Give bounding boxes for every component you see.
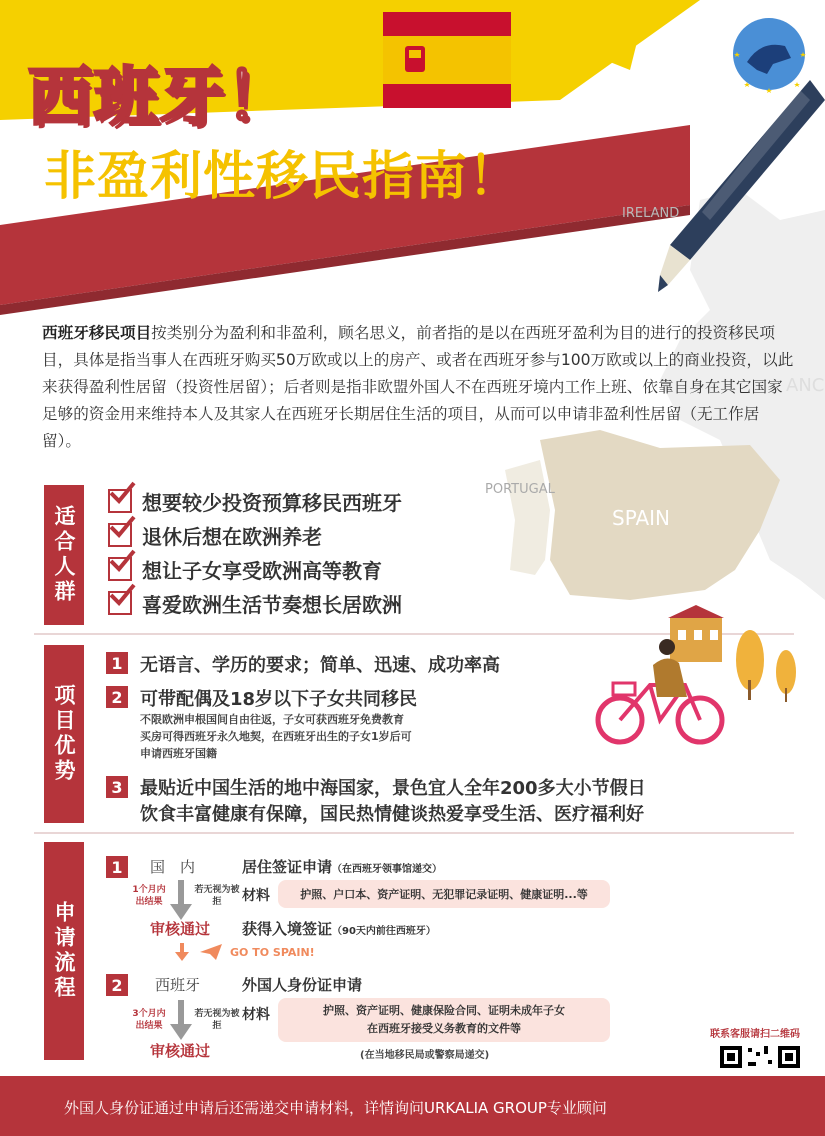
step-place: 国 内 (150, 858, 196, 876)
advantage-title: 可带配偶及18岁以下子女共同移民 (140, 689, 418, 710)
advantage-title-line2: 饮食丰富健康有保障，国民热情健谈热爱享受生活、医疗福利好 (140, 804, 644, 825)
time-note: 3个月内出结果 (132, 1009, 166, 1031)
approved-text: 审核通过 (150, 920, 211, 938)
advantage-number: 1 (106, 652, 128, 674)
footer-bar (0, 1076, 825, 1136)
step-title: 外国人身份证申请 (242, 976, 363, 994)
check-icon (108, 557, 132, 581)
arrow-down-icon (170, 880, 192, 920)
step-title: 居住签证申请（在西班牙领事馆递交） (242, 858, 443, 876)
title-main: 西班牙！ (28, 61, 292, 135)
suitable-item: 退休后想在欧洲养老 (108, 518, 528, 552)
suitable-label: 适合人群 (44, 485, 84, 625)
map-label-ireland: IRELAND (622, 206, 680, 221)
map-label-france: ANC (786, 375, 825, 396)
step-place: 西班牙 (155, 976, 201, 994)
cyclist-illustration (595, 635, 730, 750)
footer-text: 外国人身份证通过申请后还需递交申请材料，详情询问URKALIA GROUP专业顾问 (64, 1099, 607, 1117)
map-label-portugal: PORTUGAL (485, 482, 555, 497)
advantage-notes: 不限欧洲申根国间自由往返，子女可获西班牙免费教育 买房可得西班牙永久地契，在西班牙出生的子女1岁后可 申请西班牙国籍 (140, 713, 412, 760)
step-number: 1 (106, 856, 128, 878)
arrow-down-orange-icon (175, 943, 189, 961)
paper-plane-icon (200, 944, 222, 960)
check-icon (108, 489, 132, 513)
check-icon (108, 591, 132, 615)
intro-paragraph (42, 320, 794, 455)
suitable-item: 喜爱欧洲生活节奏想长居欧洲 (108, 586, 528, 620)
suitable-list (108, 484, 528, 620)
qr-caption: 联系客服请扫二维码 (710, 1029, 800, 1040)
intro-lead: 西班牙移民项目 (42, 324, 152, 342)
materials-label: 材料 (242, 1007, 270, 1023)
materials-box: 护照、资产证明、健康保险合同、证明未成年子女 在西班牙接受义务教育的文件等 (278, 998, 610, 1042)
process-label: 申请流程 (44, 842, 84, 1060)
materials-label: 材料 (242, 888, 270, 904)
step-number: 2 (106, 974, 128, 996)
title-sub: 非盈利性移民指南！ (44, 147, 522, 207)
reject-note: 若无视为被拒 (194, 1009, 240, 1031)
advantages-label: 项目优势 (44, 645, 84, 823)
result-text: 获得入境签证（90天内前往西班牙） (242, 920, 436, 938)
advantage-title: 最贴近中国生活的地中海国家，景色宜人全年200多大小节假日 (140, 778, 646, 799)
advantage-number: 2 (106, 686, 128, 708)
arrow-down-icon (170, 1000, 192, 1040)
time-note: 1个月内出结果 (132, 885, 166, 907)
check-icon (108, 523, 132, 547)
map-label-spain: SPAIN (612, 506, 671, 530)
submit-note: (在当地移民局或警察局递交) (360, 1050, 490, 1061)
advantage-number: 3 (106, 776, 128, 798)
suitable-item: 想让子女享受欧洲高等教育 (108, 552, 528, 586)
go-to-spain-text: GO TO SPAIN! (230, 946, 315, 959)
pen-illustration (650, 80, 825, 295)
reject-note: 若无视为被拒 (194, 885, 240, 907)
materials-box: 护照、户口本、资产证明、无犯罪记录证明、健康证明...等 (278, 880, 610, 908)
intro-text: 按类别分为盈利和非盈利，顾名思义，前者指的是以在西班牙盈利为目的进行的投资移民项目，具体是指当事人在西班牙购买50万欧或以上的房产、或者在西班牙参与100万欧或以上的商业投资，以此来获得盈利性居留（投资性居留）；后者则是指非欧盟外国人不在西班牙境内工作上班、依靠自身在其它国家足够的资金用来维持本人及其家人在西班牙长期居住生活的项目，从而可以申请非盈利性居留（无工作居留）。 (42, 324, 794, 450)
suitable-item: 想要较少投资预算移民西班牙 (108, 484, 528, 518)
advantage-title: 无语言、学历的要求；简单、迅速、成功率高 (140, 655, 500, 676)
spain-flag (383, 12, 511, 108)
divider (34, 832, 794, 834)
approved-text: 审核通过 (150, 1042, 211, 1060)
